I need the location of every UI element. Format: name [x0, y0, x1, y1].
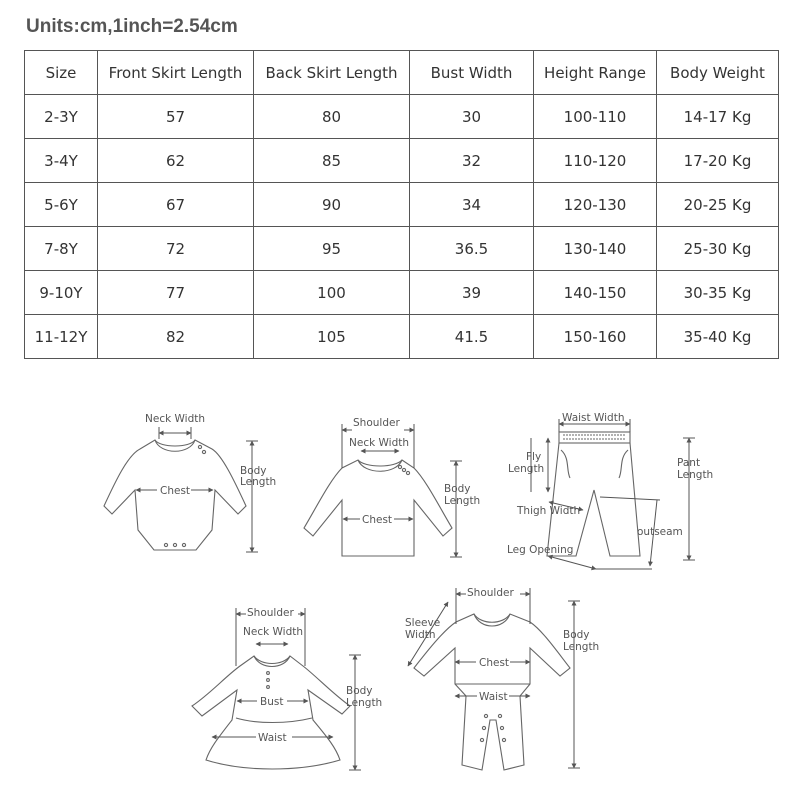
- waist-label: Waist: [479, 691, 508, 703]
- cell-front-skirt-length: 77: [98, 271, 254, 315]
- header-front-skirt-length: Front Skirt Length: [98, 51, 254, 95]
- chest-label: Chest: [479, 657, 510, 669]
- length-label: Length: [240, 476, 277, 488]
- dress-outline: [192, 656, 350, 769]
- cell-height-range: 110-120: [534, 139, 657, 183]
- cell-size: 3-4Y: [25, 139, 98, 183]
- header-height-range: Height Range: [534, 51, 657, 95]
- cell-bust-width: 39: [410, 271, 534, 315]
- units-note: Units:cm,1inch=2.54cm: [26, 16, 238, 37]
- bodysuit-button: [202, 450, 205, 453]
- cell-bust-width: 32: [410, 139, 534, 183]
- cell-body-weight: 35-40 Kg: [657, 315, 779, 359]
- svg-text:Width: Width: [405, 629, 436, 641]
- bodysuit-snap: [173, 543, 176, 546]
- shoulder-label: Shoulder: [353, 417, 400, 429]
- bust-label: Bust: [260, 696, 284, 708]
- neck-width-label: Neck Width: [349, 437, 410, 449]
- cell-size: 11-12Y: [25, 315, 98, 359]
- shirt-outline: [304, 460, 452, 556]
- thigh-width-label: Thigh Width: [517, 505, 581, 517]
- cell-body-weight: 17-20 Kg: [657, 139, 779, 183]
- pants-waistband: [559, 432, 630, 443]
- header-body-weight: Body Weight: [657, 51, 779, 95]
- cell-height-range: 130-140: [534, 227, 657, 271]
- svg-text:Length: Length: [563, 641, 600, 653]
- cell-size: 7-8Y: [25, 227, 98, 271]
- cell-body-weight: 30-35 Kg: [657, 271, 779, 315]
- svg-text:Fly: Fly: [526, 451, 542, 463]
- pants-outline: [547, 443, 640, 556]
- svg-text:Body: Body: [346, 685, 373, 697]
- waist-label: Waist: [258, 732, 287, 744]
- body-label: Body: [240, 465, 267, 477]
- cell-front-skirt-length: 62: [98, 139, 254, 183]
- waist-width-label: Waist Width: [562, 412, 625, 424]
- shoulder-label: Shoulder: [247, 607, 294, 619]
- bodysuit-diagram: [104, 413, 276, 552]
- cell-height-range: 100-110: [534, 95, 657, 139]
- cell-body-weight: 14-17 Kg: [657, 95, 779, 139]
- cell-size: 9-10Y: [25, 271, 98, 315]
- bodysuit-snap: [182, 543, 185, 546]
- cell-body-weight: 20-25 Kg: [657, 183, 779, 227]
- shoulder-label: Shoulder: [467, 587, 514, 599]
- cell-back-skirt-length: 100: [254, 271, 410, 315]
- cell-height-range: 150-160: [534, 315, 657, 359]
- shirt-diagram: [304, 417, 480, 557]
- chest-label: Chest: [362, 514, 393, 526]
- svg-text:Sleeve: Sleeve: [405, 617, 441, 629]
- cell-front-skirt-length: 57: [98, 95, 254, 139]
- svg-text:Length: Length: [508, 463, 545, 475]
- cell-back-skirt-length: 105: [254, 315, 410, 359]
- neck-width-label: Neck Width: [243, 626, 304, 638]
- cell-bust-width: 30: [410, 95, 534, 139]
- cell-back-skirt-length: 95: [254, 227, 410, 271]
- dress-diagram: [192, 606, 382, 770]
- svg-text:Length: Length: [346, 697, 383, 709]
- cell-back-skirt-length: 90: [254, 183, 410, 227]
- svg-text:Length: Length: [444, 495, 481, 507]
- header-size: Size: [25, 51, 98, 95]
- cell-bust-width: 41.5: [410, 315, 534, 359]
- cell-height-range: 120-130: [534, 183, 657, 227]
- header-bust-width: Bust Width: [410, 51, 534, 95]
- leg-opening-label: Leg Opening: [507, 544, 574, 556]
- chest-label: Chest: [160, 485, 191, 497]
- svg-text:Pant: Pant: [677, 457, 701, 469]
- bodysuit-snap: [164, 543, 167, 546]
- cell-front-skirt-length: 67: [98, 183, 254, 227]
- bodysuit-button: [198, 445, 201, 448]
- romper-diagram: [405, 586, 599, 770]
- cell-size: 2-3Y: [25, 95, 98, 139]
- neck-width-label: Neck Width: [145, 413, 206, 425]
- cell-front-skirt-length: 72: [98, 227, 254, 271]
- pants-diagram: [507, 412, 713, 569]
- cell-size: 5-6Y: [25, 183, 98, 227]
- cell-bust-width: 36.5: [410, 227, 534, 271]
- cell-front-skirt-length: 82: [98, 315, 254, 359]
- cell-back-skirt-length: 80: [254, 95, 410, 139]
- header-back-skirt-length: Back Skirt Length: [254, 51, 410, 95]
- cell-body-weight: 25-30 Kg: [657, 227, 779, 271]
- svg-text:Length: Length: [677, 469, 714, 481]
- svg-text:Body: Body: [444, 483, 471, 495]
- outseam-label: outseam: [637, 526, 683, 538]
- cell-height-range: 140-150: [534, 271, 657, 315]
- svg-text:Body: Body: [563, 629, 590, 641]
- cell-back-skirt-length: 85: [254, 139, 410, 183]
- cell-bust-width: 34: [410, 183, 534, 227]
